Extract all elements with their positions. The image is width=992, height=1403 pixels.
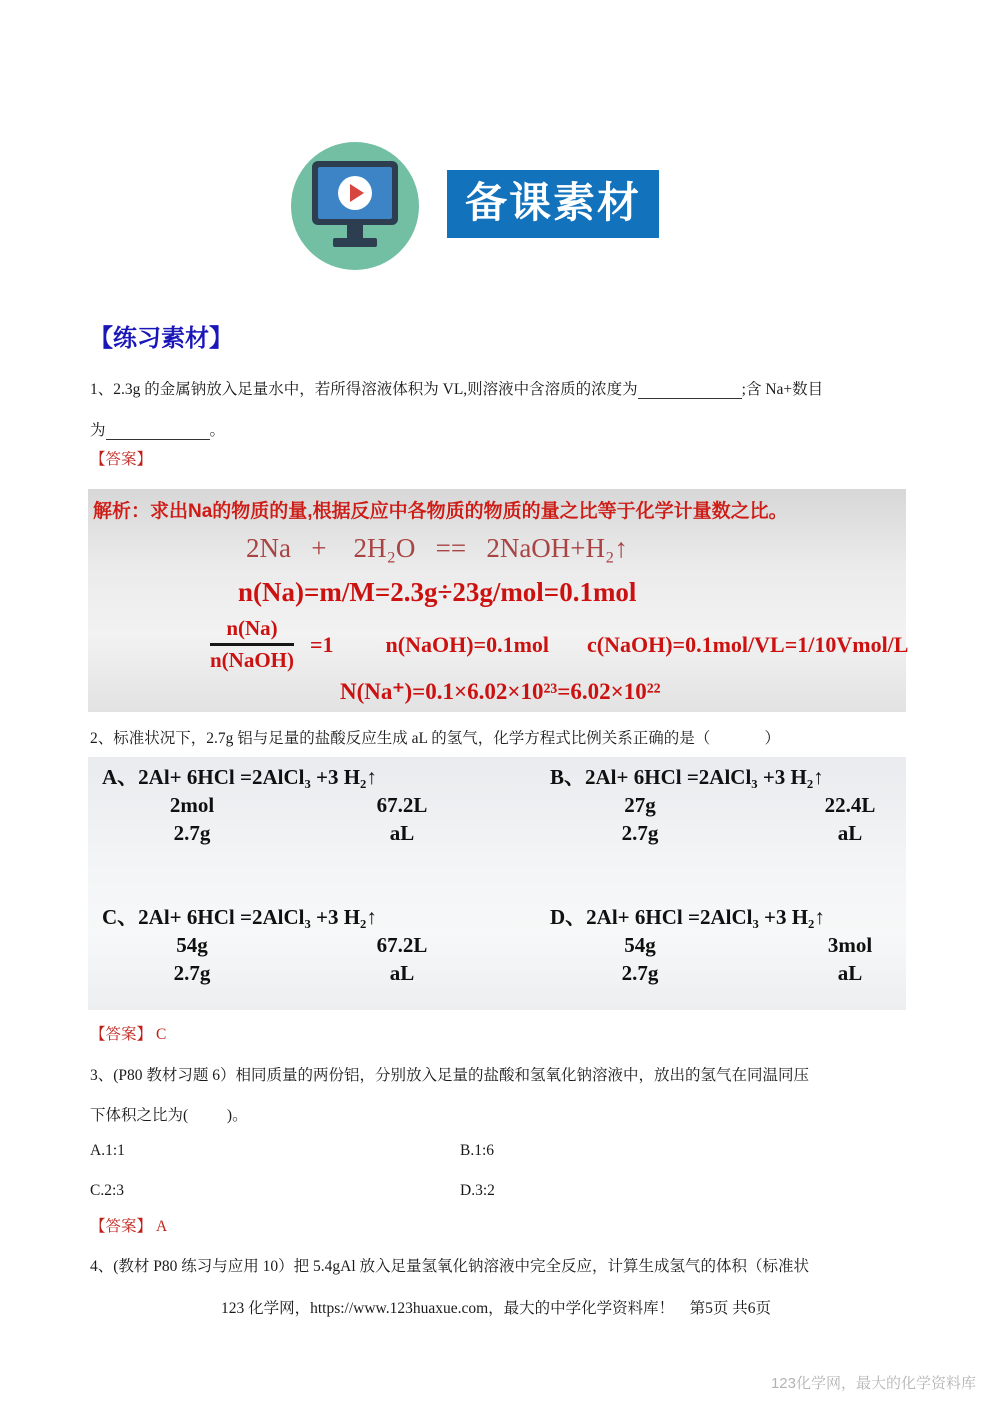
option-b-equation [550, 763, 950, 791]
question-1-text2-after: 。 [209, 422, 226, 439]
answer-label: 【答案】 [90, 451, 153, 468]
fraction-equals: =1 [310, 631, 334, 657]
question-1-line-2 [90, 418, 225, 440]
option-d-val: aL [837, 961, 863, 985]
answer-blank [638, 384, 742, 399]
option-d-val: 54g [624, 933, 656, 957]
option-a-row-2 [102, 819, 502, 847]
option-d-row-1 [550, 931, 950, 959]
ratio-row [210, 617, 908, 672]
option-c-eq-text: 2Al+ 6HCl =2AlCl₃ +3 H₂↑ [138, 905, 377, 929]
concentration-equation: c(NaOH)=0.1mol/VL=1/10Vmol/L [587, 631, 909, 657]
option-d-eq-text: 2Al+ 6HCl =2AlCl₃ +3 H₂↑ [586, 905, 825, 929]
option-d [550, 903, 950, 987]
question-1-text-after: ;含 Na+数目 [741, 381, 824, 398]
monitor-base-icon [333, 238, 377, 247]
option-a-val: 2mol [169, 793, 215, 817]
option-a-row-1 [102, 791, 502, 819]
fraction-numerator: n(Na) [210, 617, 294, 646]
naoh-mol-equation: n(NaOH)=0.1mol [385, 631, 550, 657]
option-b-val: 2.7g [621, 821, 659, 845]
answer-3-value: A [156, 1218, 168, 1235]
answer-2-row [90, 1022, 166, 1044]
solution-image [88, 489, 909, 712]
option-d-label: D、 [550, 905, 587, 929]
play-triangle-icon [350, 184, 364, 202]
option-d-val: 2.7g [621, 961, 659, 985]
option-a-val: 67.2L [376, 793, 428, 817]
option-c-row-1 [102, 931, 502, 959]
option-b-label: B、 [550, 765, 586, 789]
option-a-val: aL [389, 821, 415, 845]
question-3-line-1: 3、(P80 教材习题 6）相同质量的两份铝，分别放入足量的盐酸和氢氧化钠溶液中，放出的氢气在同温同压 [90, 1067, 810, 1084]
option-a-eq-text: 2Al+ 6HCl =2AlCl₃ +3 H₂↑ [138, 765, 377, 789]
question-3-line-2: 下体积之比为( )。 [90, 1107, 248, 1124]
option-c-label: C、 [102, 905, 139, 929]
option-c-val: aL [389, 961, 415, 985]
question-1-text2: 为 [90, 422, 106, 439]
fraction-denominator: n(NaOH) [210, 648, 294, 673]
section-title: 【练习素材】 [89, 325, 233, 352]
monitor-stand-icon [347, 225, 363, 238]
option-c-val: 2.7g [173, 961, 211, 985]
q3-option-d: D.3:2 [460, 1182, 495, 1199]
option-c-val: 67.2L [376, 933, 428, 957]
option-a-val: 2.7g [173, 821, 211, 845]
option-a [102, 763, 502, 847]
page-footer: 123 化学网，https://www.123huaxue.com，最大的中学化学资料库！ 第5页 共6页 [220, 1300, 772, 1317]
option-a-equation [102, 763, 502, 791]
lesson-prep-banner: 备课素材 [447, 170, 659, 238]
option-d-row-2 [550, 959, 950, 987]
site-watermark: 123化学网，最大的化学资料库 [770, 1375, 976, 1392]
option-b-val: 27g [624, 793, 656, 817]
options-image [88, 757, 906, 1010]
option-c [102, 903, 502, 987]
mole-ratio-fraction [210, 617, 294, 672]
option-c-val: 54g [176, 933, 208, 957]
answer-label: 【答案】 [90, 1218, 153, 1235]
solution-header: 解析：求出Na的物质的量,根据反应中各物质的物质的量之比等于化学计量数之比。 [93, 501, 788, 522]
answer-blank [106, 425, 210, 440]
option-b-eq-text: 2Al+ 6HCl =2AlCl₃ +3 H₂↑ [585, 765, 824, 789]
q3-option-a: A.1:1 [90, 1142, 125, 1159]
q3-option-c: C.2:3 [90, 1182, 125, 1199]
reaction-equation: 2Na + 2H₂O == 2NaOH+H₂↑ [246, 533, 628, 563]
option-a-label: A、 [102, 765, 139, 789]
question-4-text: 4、(教材 P80 练习与应用 10）把 5.4gAl 放入足量氢氧化钠溶液中完全反应，计算生成氢气的体积（标准状 [90, 1258, 810, 1275]
option-b-val: aL [837, 821, 863, 845]
option-b [550, 763, 950, 847]
answer-1-row [90, 447, 152, 469]
option-c-equation [102, 903, 502, 931]
option-b-row-1 [550, 791, 950, 819]
answer-label: 【答案】 [90, 1026, 153, 1043]
play-button-icon [338, 176, 372, 210]
question-1-text: 1、2.3g 的金属钠放入足量水中，若所得溶液体积为 VL,则溶液中含溶质的浓度为 [90, 381, 638, 398]
question-1-line-1 [90, 377, 823, 399]
q3-option-b: B.1:6 [460, 1142, 495, 1159]
question-2-text: 2、标准状况下，2.7g 铝与足量的盐酸反应生成 aL 的氢气，化学方程式比例关系正确的是（ ） [90, 730, 781, 747]
option-c-row-2 [102, 959, 502, 987]
monitor-screen-icon [318, 167, 392, 219]
monitor-play-icon [291, 142, 419, 270]
option-d-equation [550, 903, 950, 931]
monitor-frame-icon [312, 161, 398, 225]
answer-2-value: C [156, 1026, 167, 1043]
option-b-row-2 [550, 819, 950, 847]
answer-3-row [90, 1214, 167, 1236]
option-b-val: 22.4L [824, 793, 876, 817]
mol-equation: n(Na)=m/M=2.3g÷23g/mol=0.1mol [238, 577, 637, 607]
option-d-val: 3mol [827, 933, 873, 957]
ion-count-equation: N(Na⁺)=0.1×6.02×10²³=6.02×10²² [340, 679, 661, 704]
